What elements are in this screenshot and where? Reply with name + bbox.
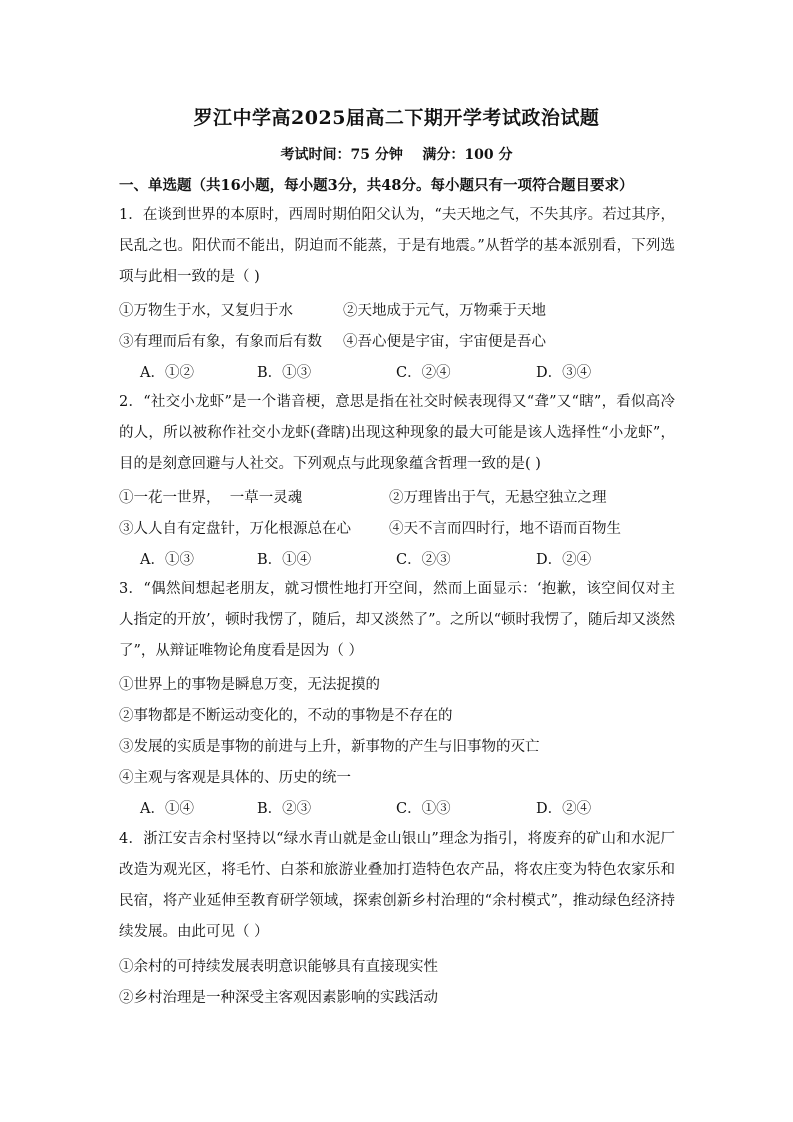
q2-statement-1: ①一花一世界， 一草一灵魂 bbox=[119, 490, 303, 506]
q3-option-d[interactable]: D．②④ bbox=[536, 801, 592, 817]
q3-option-b[interactable]: B．②③ bbox=[257, 801, 312, 817]
q3-statement-1: ①世界上的事物是瞬息万变，无法捉摸的 bbox=[119, 677, 380, 693]
page-title: 罗江中学高2025届高二下期开学考试政治试题 bbox=[193, 107, 600, 129]
q1-option-d[interactable]: D．③④ bbox=[536, 365, 592, 381]
question-2-stem: 2．“社交小龙虾”是一个谐音梗，意思是指在社交时候表现得又“聋”又“瞎”，看似高冷的人，所以被称作社交小龙虾(聋瞎)出现这种现象的最大可能是该人选择性“小龙虾”，目的是刻意回避与人社交。下列观点与此现象蕴含哲理一致的是( ) bbox=[119, 394, 675, 472]
q2-option-d[interactable]: D．②④ bbox=[536, 552, 592, 568]
question-1-stem: 1．在谈到世界的本原时，西周时期伯阳父认为，“夫天地之气，不失其序。若过其序，民乱之也。阳伏而不能出，阴迫而不能蒸，于是有地震。”从哲学的基本派别看，下列选项与此相一致的是（ ) bbox=[119, 207, 675, 285]
q2-statement-2: ②万理皆出于气，无悬空独立之理 bbox=[389, 490, 607, 506]
q3-option-a[interactable]: A．①④ bbox=[140, 801, 194, 817]
q2-statement-4: ④天不言而四时行，地不语而百物生 bbox=[389, 521, 621, 537]
q2-statement-3: ③人人自有定盘针，万化根源总在心 bbox=[119, 521, 351, 537]
q1-statement-3: ③有理而后有象，有象而后有数 bbox=[119, 334, 322, 350]
q2-option-c[interactable]: C．②③ bbox=[396, 552, 451, 568]
question-4-stem: 4．浙江安吉余村坚持以“绿水青山就是金山银山”理念为指引，将废弃的矿山和水泥厂改造为观光区，将毛竹、白茶和旅游业叠加打造特色农产品，将农庄变为特色农家乐和民宿，将产业延伸至教育研学领域，探索创新乡村治理的“余村模式”，推动绿色经济持续发展。由此可见（ ） bbox=[119, 831, 675, 940]
q2-option-a[interactable]: A．①③ bbox=[140, 552, 194, 568]
q2-option-b[interactable]: B．①④ bbox=[257, 552, 312, 568]
q3-option-c[interactable]: C．①③ bbox=[396, 801, 451, 817]
q1-statement-1: ①万物生于水，又复归于水 bbox=[119, 303, 293, 319]
q3-statement-3: ③发展的实质是事物的前进与上升，新事物的产生与旧事物的灭亡 bbox=[119, 739, 540, 755]
q1-option-c[interactable]: C．②④ bbox=[396, 365, 451, 381]
q1-option-a[interactable]: A．①② bbox=[140, 365, 194, 381]
q4-statement-1: ①余村的可持续发展表明意识能够具有直接现实性 bbox=[119, 959, 438, 975]
q4-statement-2: ②乡村治理是一种深受主客观因素影响的实践活动 bbox=[119, 990, 438, 1006]
q1-statement-4: ④吾心便是宇宙，宇宙便是吾心 bbox=[343, 334, 546, 350]
q3-statement-4: ④主观与客观是具体的、历史的统一 bbox=[119, 770, 351, 786]
q1-option-b[interactable]: B．①③ bbox=[257, 365, 312, 381]
question-3-stem: 3．“偶然间想起老朋友，就习惯性地打开空间，然而上面显示：‘抱歉，该空间仅对主人指定的开放’，顿时我愣了，随后，却又淡然了”。之所以“顿时我愣了，随后却又淡然了”，从辩证唯物论角度看是因为（ ） bbox=[119, 581, 675, 659]
exam-info: 考试时间：75 分钟 满分：100 分 bbox=[280, 147, 513, 163]
q3-statement-2: ②事物都是不断运动变化的，不动的事物是不存在的 bbox=[119, 708, 453, 724]
section-heading: 一、单选题（共16小题，每小题3分，共48分。每小题只有一项符合题目要求） bbox=[119, 177, 634, 194]
q1-statement-2: ②天地成于元气，万物乘于天地 bbox=[343, 303, 546, 319]
